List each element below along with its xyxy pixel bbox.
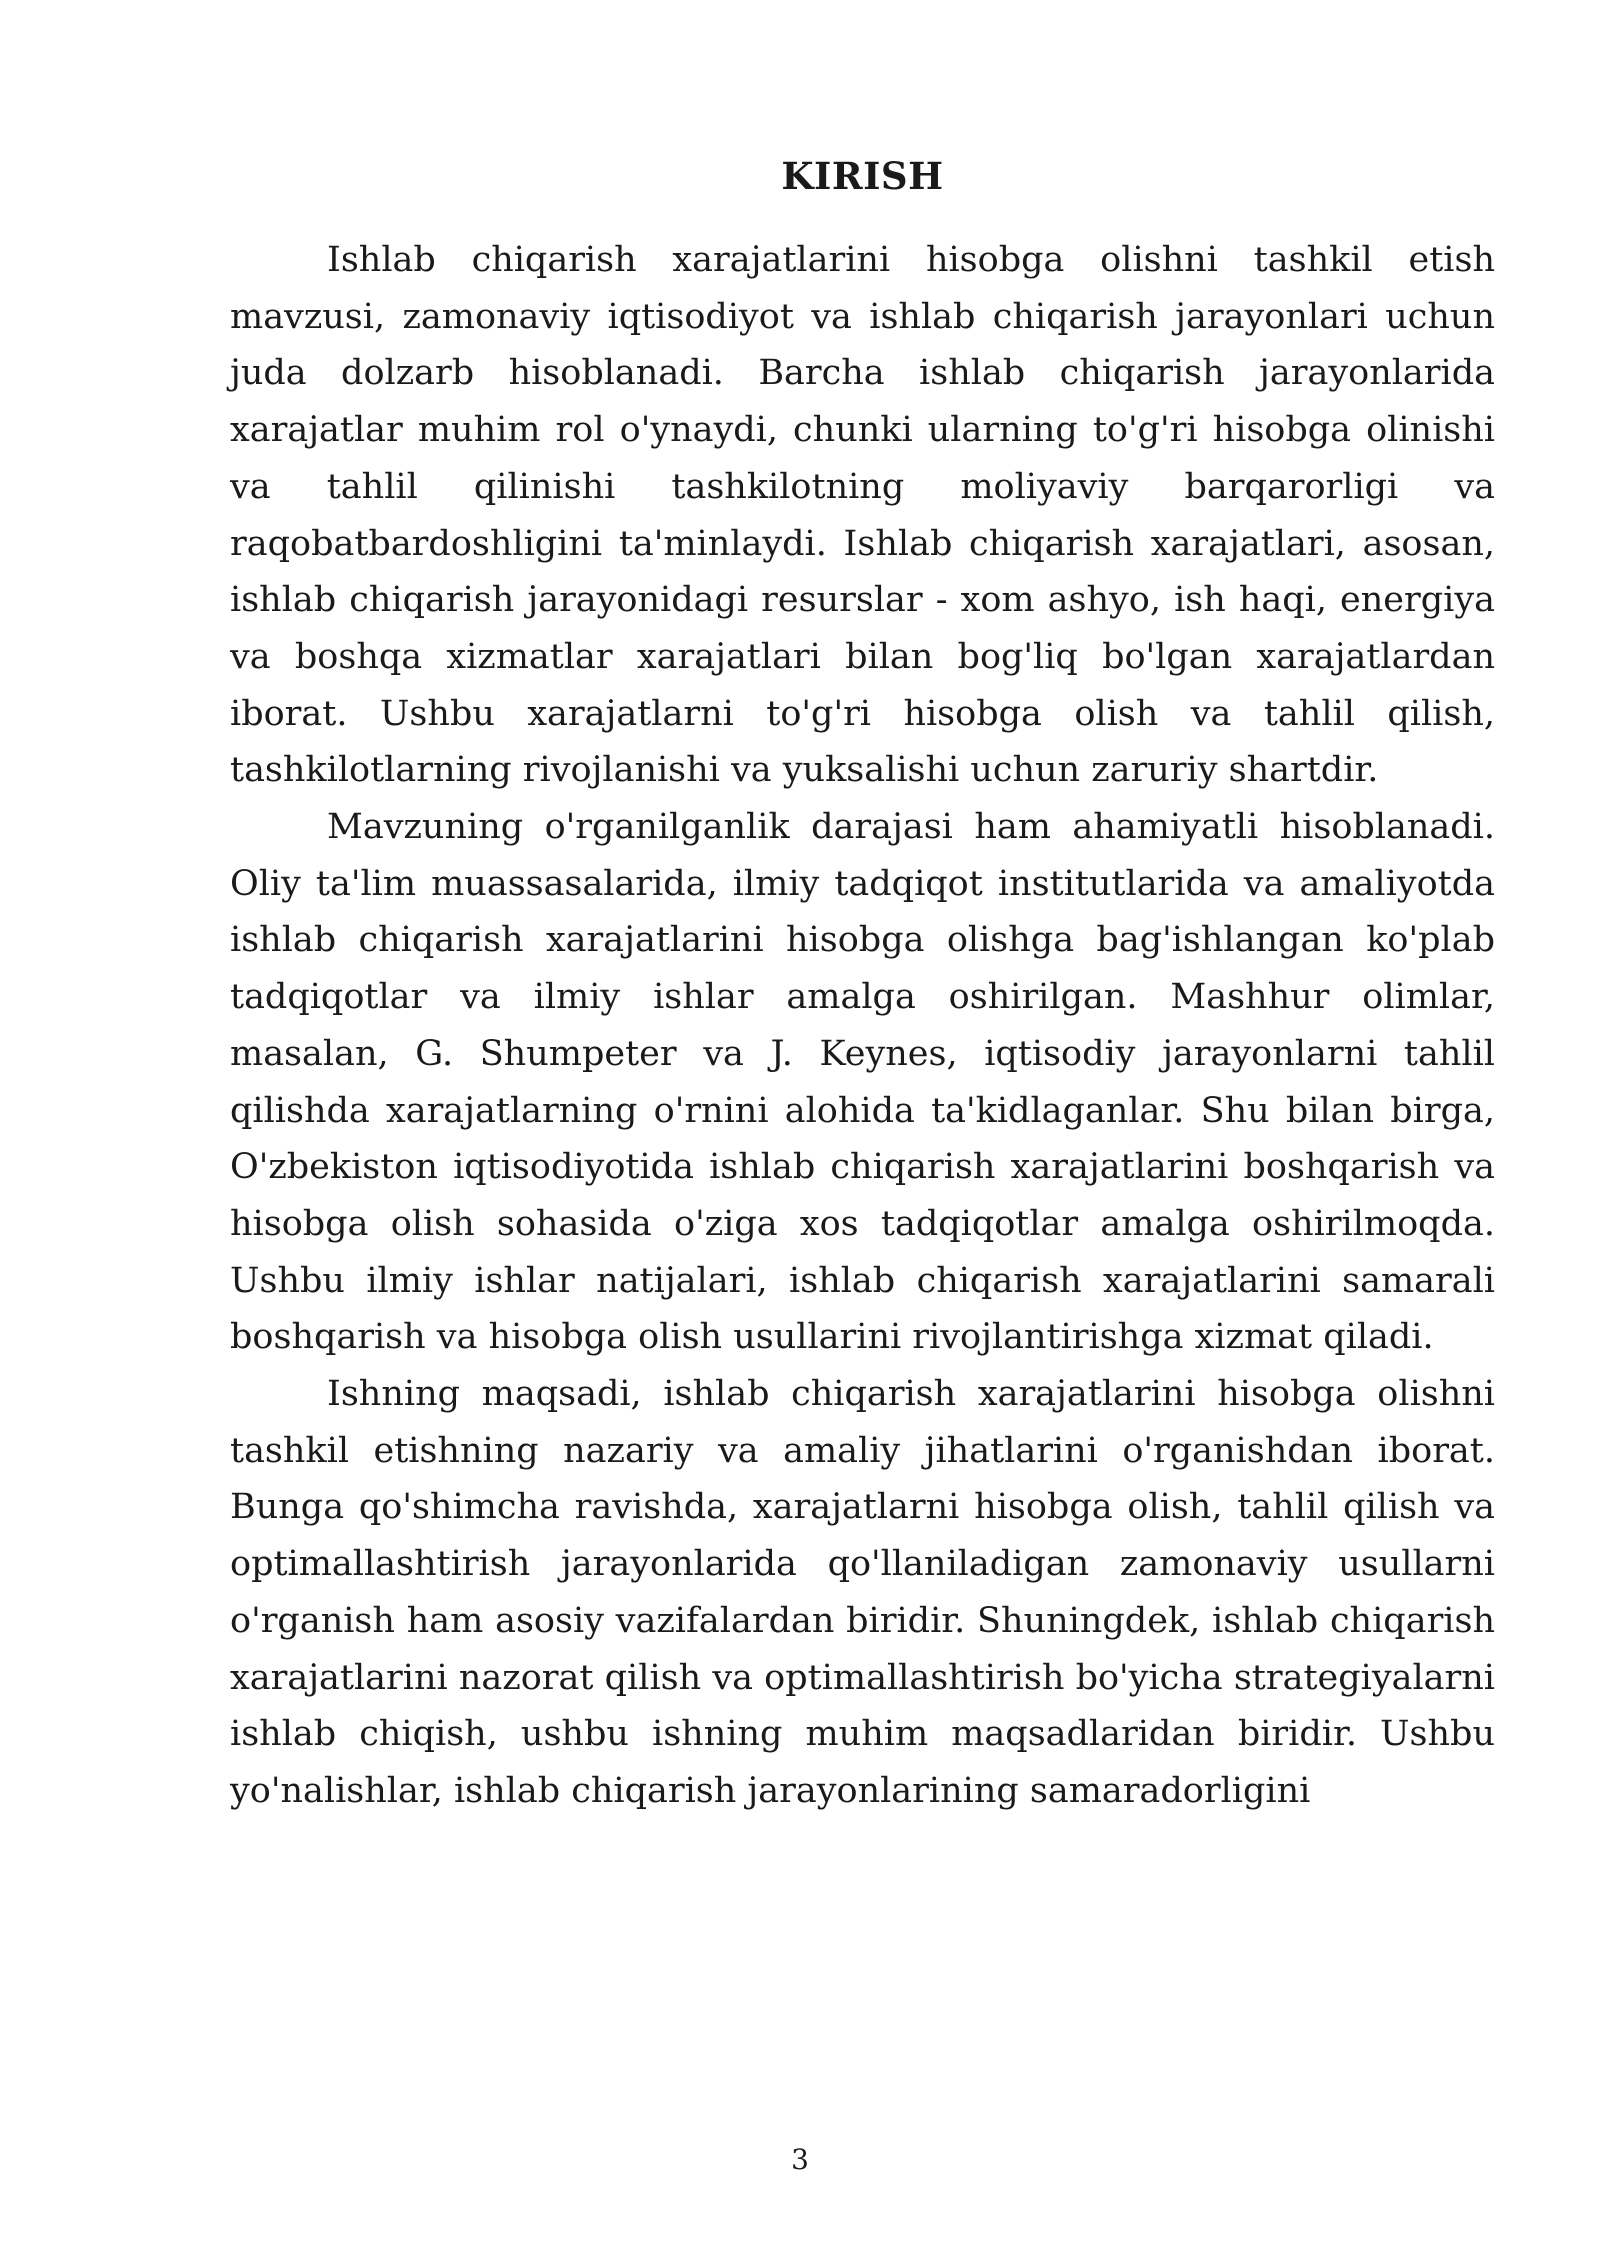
document-page: [230, 150, 1495, 1820]
paragraph-2: Mavzuning o'rganilganlik darajasi ham ahamiyatli hisoblanadi. Oliy ta'lim muassasalarida, ilmiy tadqiqot institutlarida va amaliyotda ishlab chiqarish xarajatlarini hisobga olishga bag'ishlangan ko'plab tadqiqotlar va ilmiy ishlar amalga oshirilgan. Mashhur olimlar, masalan, G. Shumpeter va J. Keynes, iqtisodiy jarayonlarni tahlil qilishda xarajatlarning o'rnini alohida ta'kidlaganlar. Shu bilan birga, O'zbekiston iqtisodiyotida ishlab chiqarish xarajatlarini boshqarish va hisobga olish sohasida o'ziga xos tadqiqotlar amalga oshirilmoqda. Ushbu ilmiy ishlar natijalari, ishlab chiqarish xarajatlarini samarali boshqarish va hisobga olish usullarini rivojlantirishga xizmat qiladi.: [230, 807, 1495, 1358]
paragraph-1: Ishlab chiqarish xarajatlarini hisobga olishni tashkil etish mavzusi, zamonaviy iqtisodiyot va ishlab chiqarish jarayonlari uchun juda dolzarb hisoblanadi. Barcha ishlab chiqarish jarayonlarida xarajatlar muhim rol o'ynaydi, chunki ularning to'g'ri hisobga olinishi va tahlil qilinishi tashkilotning moliyaviy barqarorligi va raqobatbardoshligini ta'minlaydi. Ishlab chiqarish xarajatlari, asosan, ishlab chiqarish jarayonidagi resurslar - xom ashyo, ish haqi, energiya va boshqa xizmatlar xarajatlari bilan bog'liq bo'lgan xarajatlardan iborat. Ushbu xarajatlarni to'g'ri hisobga olish va tahlil qilish, tashkilotlarning rivojlanishi va yuksalishi uchun zaruriy shartdir.: [230, 240, 1495, 791]
section-title: KIRISH: [781, 154, 944, 198]
page-number: 3: [791, 2143, 809, 2176]
paragraph-3: Ishning maqsadi, ishlab chiqarish xarajatlarini hisobga olishni tashkil etishning nazariy va amaliy jihatlarini o'rganishdan iborat. Bunga qo'shimcha ravishda, xarajatlarni hisobga olish, tahlil qilish va optimallashtirish jarayonlarida qo'llaniladigan zamonaviy usullarni o'rganish ham asosiy vazifalardan biridir. Shuningdek, ishlab chiqarish xarajatlarini nazorat qilish va optimallashtirish bo'yicha strategiyalarni ishlab chiqish, ushbu ishning muhim maqsadlaridan biridir. Ushbu yo'nalishlar, ishlab chiqarish jarayonlarining samaradorligini: [230, 1374, 1495, 1811]
